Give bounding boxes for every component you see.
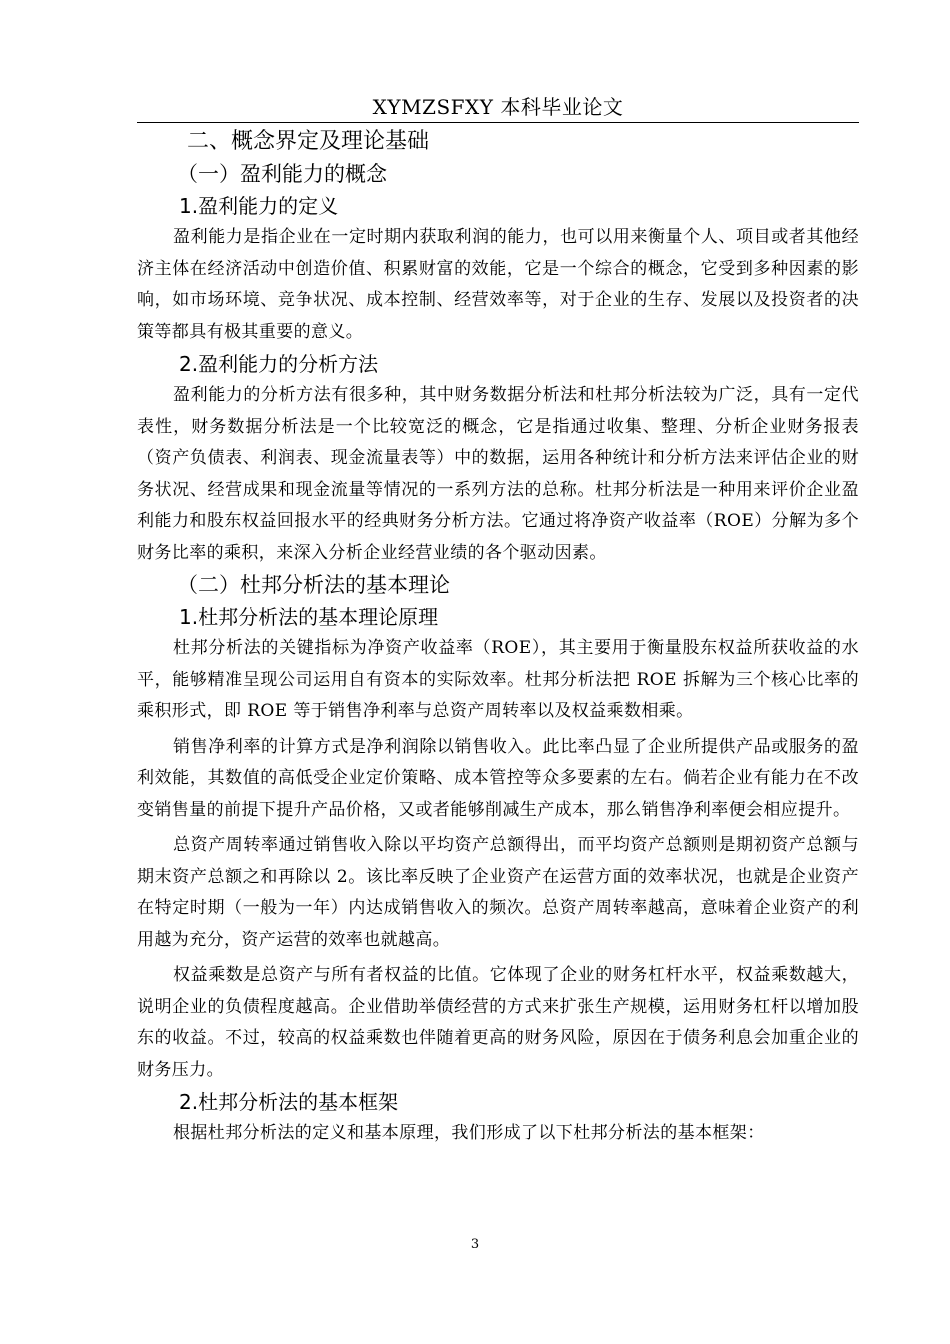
paragraph: 根据杜邦分析法的定义和基本原理，我们形成了以下杜邦分析法的基本框架： <box>173 1123 765 1143</box>
subsubsection-heading: 1.盈利能力的定义 <box>179 194 339 218</box>
paragraph: 杜邦分析法的关键指标为净资产收益率（ROE），其主要用于衡量股东权益所获收益的水平，能够精准呈现公司运用自有资本的实际效率。杜邦分析法把 ROE 拆解为三个核心比率的乘积形式，即 ROE 等于销售净利率与总资产周转率以及权益乘数相乘。 <box>137 638 859 721</box>
subsubsection-heading: 2.盈利能力的分析方法 <box>179 352 379 376</box>
section-heading: 二、概念界定及理论基础 <box>187 129 430 154</box>
paragraph: 销售净利率的计算方式是净利润除以销售收入。此比率凸显了企业所提供产品或服务的盈利效能，其数值的高低受企业定价策略、成本管控等众多要素的左右。倘若企业有能力在不改变销售量的前提下提升产品价格，又或者能够削减生产成本，那么销售净利率便会相应提升。 <box>137 736 859 820</box>
subsection-heading: （二）杜邦分析法的基本理论 <box>177 573 450 597</box>
paragraph: 盈利能力的分析方法有很多种，其中财务数据分析法和杜邦分析法较为广泛，具有一定代表性，财务数据分析法是一个比较宽泛的概念，它是指通过收集、整理、分析企业财务报表（资产负债表、利润表、现金流量表等）中的数据，运用各种统计和分析方法来评估企业的财务状况、经营成果和现金流量等情况的一系列方法的总称。杜邦分析法是一种用来评价企业盈利能力和股东权益回报水平的经典财务分析方法。它通过将净资产收益率（ROE）分解为多个财务比率的乘积，来深入分析企业经营业绩的各个驱动因素。 <box>137 385 859 563</box>
running-header: XYMZSFXY 本科毕业论文 <box>372 95 624 119</box>
subsubsection-heading: 1.杜邦分析法的基本理论原理 <box>179 605 439 629</box>
paragraph: 盈利能力是指企业在一定时期内获取利润的能力，也可以用来衡量个人、项目或者其他经济主体在经济活动中创造价值、积累财富的效能，它是一个综合的概念，它受到多种因素的影响，如市场环境、竞争状况、成本控制、经营效率等，对于企业的生存、发展以及投资者的决策等都具有极其重要的意义。 <box>137 227 859 342</box>
paragraph: 总资产周转率通过销售收入除以平均资产总额得出，而平均资产总额则是期初资产总额与期末资产总额之和再除以 2。该比率反映了企业资产在运营方面的效率状况，也就是企业资产在特定时期（一般为一年）内达成销售收入的频次。总资产周转率越高，意味着企业资产的利用越为充分，资产运营的效率也就越高。 <box>137 835 859 950</box>
header-rule <box>137 122 859 123</box>
paragraph: 权益乘数是总资产与所有者权益的比值。它体现了企业的财务杠杆水平，权益乘数越大，说明企业的负债程度越高。企业借助举债经营的方式来扩张生产规模，运用财务杠杆以增加股东的收益。不过，较高的权益乘数也伴随着更高的财务风险，原因在于债务利息会加重企业的财务压力。 <box>137 965 859 1080</box>
page-number: 3 <box>470 1237 480 1252</box>
subsection-heading: （一）盈利能力的概念 <box>177 162 387 186</box>
page-content <box>137 126 859 1150</box>
subsubsection-heading: 2.杜邦分析法的基本框架 <box>179 1090 399 1114</box>
